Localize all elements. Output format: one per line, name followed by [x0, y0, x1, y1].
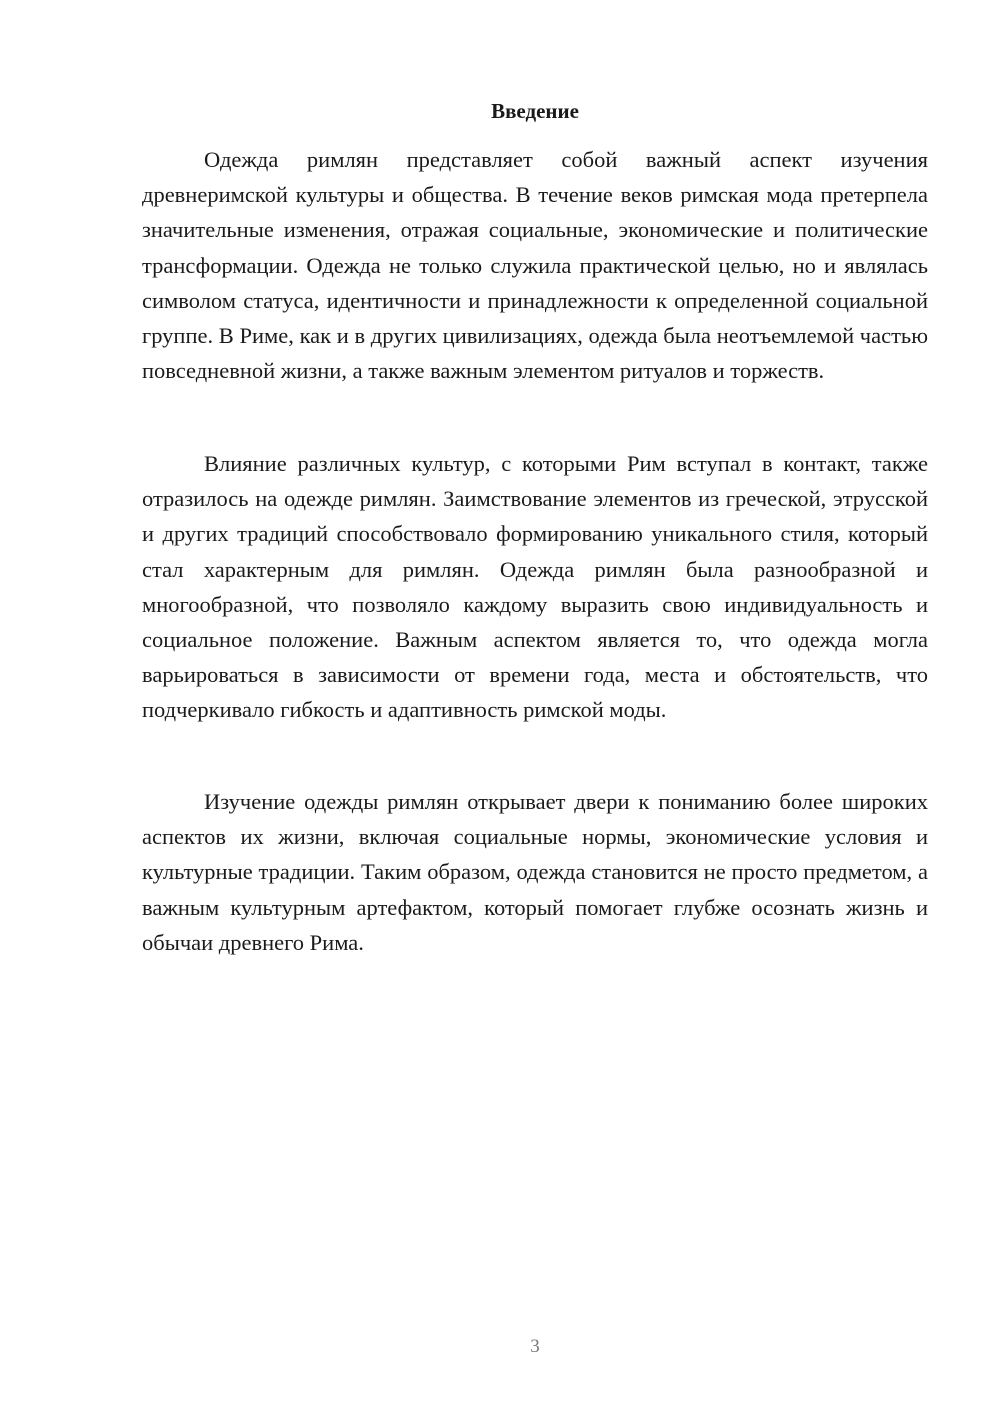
paragraph-3: Изучение одежды римлян открывает двери к пониманию более широких аспектов их жизни, включая социальные нормы, экономические условия и культурные традиции. Таким образом, одежда становится не просто предметом, а важным культурным артефактом, который помогает глубже осознать жизнь и обычаи древнего Рима. [142, 789, 928, 955]
paragraph-2: Влияние различных культур, с которыми Рим вступал в контакт, также отразилось на одежде римлян. Заимствование элементов из греческой, этрусской и других традиций способствовало формированию уникального стиля, который стал характерным для римлян. Одежда римлян была разнообразной и многообразной, что позволяло каждому выразить свою индивидуальность и социальное положение. Важным аспектом является то, что одежда могла варьироваться в зависимости от времени года, места и обстоятельств, что подчеркивало гибкость и адаптивность римской моды. [142, 451, 928, 723]
paragraph-1: Одежда римлян представляет собой важный аспект изучения древнеримской культуры и общества. В течение веков римская мода претерпела значительные изменения, отражая социальные, экономические и политические трансформации. Одежда не только служила практической целью, но и являлась символом статуса, идентичности и принадлежности к определенной социальной группе. В Риме, как и в других цивилизациях, одежда была неотъемлемой частью повседневной жизни, а также важным элементом ритуалов и торжеств. [142, 147, 928, 384]
page-title: Введение [491, 99, 579, 123]
page-number: 3 [530, 1336, 540, 1357]
